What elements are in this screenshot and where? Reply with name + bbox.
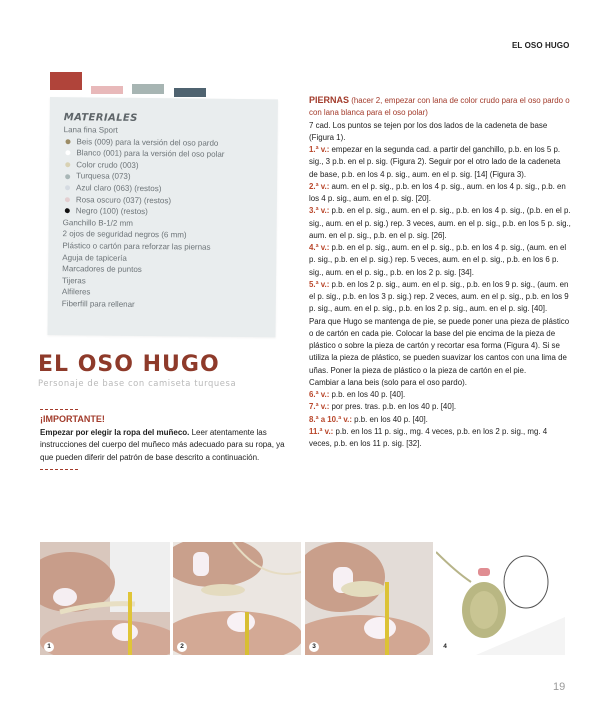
figure-number: 4	[440, 642, 450, 652]
photo-foot-template-icon	[436, 542, 565, 655]
page-number: 19	[553, 681, 566, 693]
photo-figure-1	[40, 542, 170, 655]
piernas-intro: 7 cad. Los puntos se tejen por los dos lados de la cadeneta de base (Figura 1).	[309, 120, 548, 142]
swatch-grey-green	[132, 84, 164, 94]
photo-hands-chain-icon	[40, 542, 170, 655]
color-dot-icon	[65, 209, 70, 214]
material-color-item: Turquesa (073)	[63, 171, 273, 185]
color-dot-icon	[66, 139, 71, 144]
material-color-item: Beis (009) para la versión del oso pardo	[63, 136, 273, 150]
material-item: Ganchillo B-1/2 mm	[62, 217, 133, 228]
pattern-row: 5.ª v.: p.b. en los 2 p. sig., aum. en el p. sig., p.b. en los 9 p. sig., (aum. en el p. sig., p.b. en los 3 p. sig.) rep. 2 veces, aum. en el p. sig., p.b. en los 9 p. sig., aum. en el p. sig., p.b. en los 2 p. sig., aum. en el p. sig. [40].	[309, 279, 569, 314]
divider	[40, 409, 78, 410]
color-dot-icon	[65, 162, 70, 167]
photo-figure-2	[173, 542, 301, 655]
pattern-row: 1.ª v.: empezar en la segunda cad. a partir del ganchillo, p.b. en los 5 p. sig., 3 p.b. en el p. sig. (Figura 2). Seguir por el otro lado de la cadeneta de base, p.b. en los 4 p. sig., aum. en el p. sig. [14] (Figura 3).	[309, 145, 561, 179]
material-color-item: Rosa oscuro (037) (restos)	[63, 194, 273, 208]
swatch-slate	[174, 88, 206, 97]
material-color-item: Azul claro (063) (restos)	[63, 182, 273, 196]
pattern-column	[309, 94, 571, 450]
page-subtitle: Personaje de base con camiseta turquesa	[38, 378, 237, 388]
pattern-row: 6.ª v.: p.b. en los 40 p. [40].	[309, 390, 406, 399]
material-item: Fiberfill para rellenar	[61, 299, 135, 309]
figure-number: 2	[177, 642, 187, 652]
pattern-row: 2.ª v.: aum. en el p. sig., p.b. en los 4 p. sig., aum. en los 4 p. sig., p.b. en los 4 p. sig., aum. en el p. sig. [20].	[309, 181, 566, 203]
photo-oval-base-icon	[305, 542, 433, 655]
pattern-row: 7.ª v.: por pres. tras. p.b. en los 40 p. [40].	[309, 402, 457, 412]
photo-figure-4	[436, 542, 565, 655]
important-heading: ¡IMPORTANTE!	[40, 414, 105, 424]
figure-number: 3	[309, 642, 319, 652]
material-item: Marcadores de puntos	[62, 264, 142, 275]
material-item: Aguja de tapicería	[62, 252, 127, 263]
color-dot-icon	[65, 174, 70, 179]
color-dot-icon	[65, 185, 70, 190]
cambiar-text: Cambiar a lana beis (solo para el oso pardo).	[309, 377, 467, 387]
color-dot-icon	[65, 151, 70, 156]
photo-strip	[40, 542, 565, 655]
important-text: Empezar por elegir la ropa del muñeco. Leer atentamente las instrucciones del cuerpo del muñeco más adecuado para su ropa, ya que pueden diferir del patrón de base descrito a continuación.	[40, 428, 285, 462]
material-color-item: Color crudo (003)	[63, 159, 273, 173]
materials-title: MATERIALES	[63, 112, 138, 124]
divider	[40, 469, 78, 470]
pattern-row: 4.ª v.: p.b. en el p. sig., aum. en el p. sig., p.b. en los 4 p. sig., (aum. en el p. sig., p.b. en el p. sig.) rep. 5 veces, aum. en el p. sig., p.b. en los 6 p. sig., aum. en el p. sig., p.b. en los 2 p. sig. [34].	[309, 243, 567, 277]
running-head: EL OSO HUGO	[512, 41, 570, 50]
material-item: Alfileres	[61, 287, 91, 297]
material-color-item: Blanco (001) para la versión del oso polar	[63, 147, 273, 161]
materials-card	[48, 97, 278, 337]
pattern-row: 8.ª a 10.ª v.: p.b. en los 40 p. [40].	[309, 414, 428, 424]
material-item: Tijeras	[62, 275, 86, 286]
material-item: 2 ojos de seguridad negros (6 mm)	[62, 229, 187, 240]
photo-hands-crochet-icon	[173, 542, 301, 655]
important-bold: Empezar por elegir la ropa del muñeco.	[40, 428, 190, 437]
pattern-row: 3.ª v.: p.b. en el p. sig., aum. en el p. sig., p.b. en los 4 p. sig., (p.b. en el p. sig., aum. en el p. sig.) rep. 3 veces, aum. en el p. sig., p.b. en los 5 p. sig., aum. en el p. sig., p.b. en el p. sig. [26].	[309, 206, 571, 240]
piernas-heading: PIERNAS (hacer 2, empezar con lana de color crudo para el oso pardo o con lana blanca para el oso polar)	[309, 95, 570, 118]
swatch-dark-red	[50, 72, 82, 90]
color-dot-icon	[65, 197, 70, 202]
yarn-line: Lana fina Sport	[63, 125, 118, 135]
photo-figure-3	[305, 542, 433, 655]
figure-number: 1	[44, 642, 54, 652]
para-hugo-text: Para que Hugo se mantenga de pie, se puede poner una pieza de plástico o de cartón en cada pie. Colocar la base del pie encima de la pieza de plástico o sobre la pieza de cartón y recortar esa forma (Figura 4). Si se utiliza la pieza de plástico, se pueden suavizar los cantos con una lima de uñas. Poner la pieza de plástico o la pieza de cartón en el pie.	[309, 316, 570, 375]
material-item: Plástico o cartón para reforzar las piernas	[62, 241, 211, 252]
pattern-row: 11.ª v.: p.b. en los 11 p. sig., mg. 4 veces, p.b. en los 2 p. sig., mg. 4 veces, p.b. en los 11 p. sig. [32].	[309, 426, 548, 448]
material-color-item: Negro (100) (restos)	[63, 205, 273, 219]
page-title: EL OSO HUGO	[38, 352, 220, 377]
swatch-pink	[91, 86, 123, 94]
